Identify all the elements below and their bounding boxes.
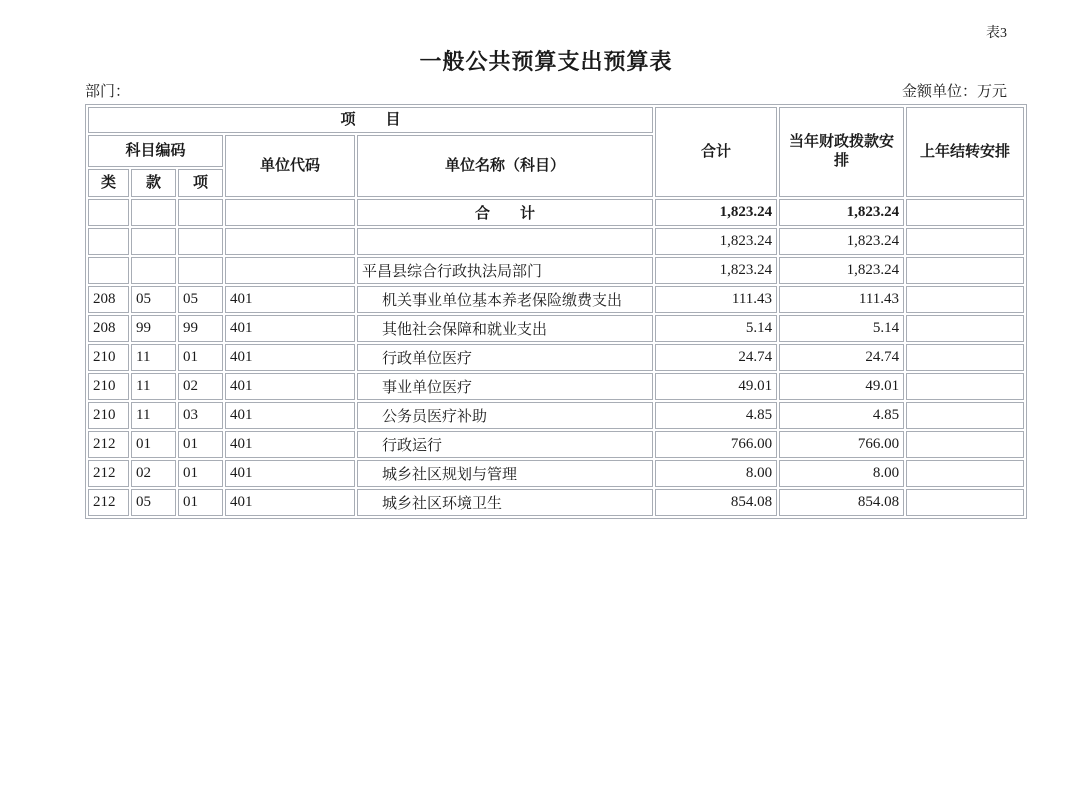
cell-unit-name: 城乡社区环境卫生 — [357, 489, 653, 516]
cell-current-year: 4.85 — [779, 402, 904, 429]
cell-class-code: 210 — [88, 402, 129, 429]
header-subject-code: 科目编码 — [88, 135, 223, 167]
cell-class-code — [88, 257, 129, 284]
cell-section-code: 99 — [131, 315, 176, 342]
cell-carryover — [906, 257, 1024, 284]
table-row — [88, 344, 1024, 371]
cell-class-code: 212 — [88, 460, 129, 487]
header-carryover: 上年结转安排 — [906, 107, 1024, 197]
cell-section-code: 11 — [131, 402, 176, 429]
cell-current-year: 111.43 — [779, 286, 904, 313]
cell-carryover — [906, 199, 1024, 226]
cell-item-code — [178, 257, 223, 284]
cell-class-code: 208 — [88, 315, 129, 342]
cell-current-year: 1,823.24 — [779, 228, 904, 255]
cell-total: 5.14 — [655, 315, 777, 342]
cell-unit-code: 401 — [225, 431, 355, 458]
cell-total: 24.74 — [655, 344, 777, 371]
table-row — [88, 402, 1024, 429]
cell-carryover — [906, 431, 1024, 458]
cell-carryover — [906, 373, 1024, 400]
cell-item-code: 05 — [178, 286, 223, 313]
table-row — [88, 228, 1024, 255]
cell-unit-name: 平昌县综合行政执法局部门 — [357, 257, 653, 284]
cell-current-year: 1,823.24 — [779, 199, 904, 226]
cell-unit-name: 城乡社区规划与管理 — [357, 460, 653, 487]
cell-class-code: 212 — [88, 489, 129, 516]
cell-carryover — [906, 228, 1024, 255]
header-unit-code: 单位代码 — [225, 135, 355, 197]
cell-item-code: 99 — [178, 315, 223, 342]
cell-current-year: 5.14 — [779, 315, 904, 342]
cell-total: 49.01 — [655, 373, 777, 400]
header-unit-name: 单位名称（科目） — [357, 135, 653, 197]
cell-section-code: 02 — [131, 460, 176, 487]
cell-item-code: 01 — [178, 344, 223, 371]
cell-current-year: 1,823.24 — [779, 257, 904, 284]
cell-current-year: 49.01 — [779, 373, 904, 400]
cell-item-code — [178, 199, 223, 226]
department-label: 部门： — [85, 84, 131, 101]
cell-unit-name: 其他社会保障和就业支出 — [357, 315, 653, 342]
cell-unit-name — [357, 228, 653, 255]
cell-class-code: 212 — [88, 431, 129, 458]
cell-item-code: 01 — [178, 489, 223, 516]
cell-item-code: 01 — [178, 431, 223, 458]
cell-total: 766.00 — [655, 431, 777, 458]
cell-current-year: 24.74 — [779, 344, 904, 371]
cell-unit-code: 401 — [225, 315, 355, 342]
cell-unit-name: 合 计 — [357, 199, 653, 226]
cell-unit-code: 401 — [225, 489, 355, 516]
cell-unit-code — [225, 257, 355, 284]
cell-unit-name: 机关事业单位基本养老保险缴费支出 — [357, 286, 653, 313]
cell-carryover — [906, 315, 1024, 342]
cell-class-code — [88, 228, 129, 255]
cell-unit-name: 行政单位医疗 — [357, 344, 653, 371]
cell-section-code: 01 — [131, 431, 176, 458]
cell-class-code: 210 — [88, 344, 129, 371]
cell-unit-name: 事业单位医疗 — [357, 373, 653, 400]
page-title: 一般公共预算支出预算表 — [419, 48, 673, 74]
cell-carryover — [906, 402, 1024, 429]
cell-section-code: 11 — [131, 373, 176, 400]
cell-unit-code: 401 — [225, 460, 355, 487]
table-row — [88, 373, 1024, 400]
cell-section-code: 05 — [131, 286, 176, 313]
table-row — [88, 257, 1024, 284]
cell-total: 854.08 — [655, 489, 777, 516]
cell-carryover — [906, 344, 1024, 371]
cell-item-code — [178, 228, 223, 255]
cell-carryover — [906, 489, 1024, 516]
table-row — [88, 199, 1024, 226]
cell-unit-code: 401 — [225, 373, 355, 400]
table-row — [88, 315, 1024, 342]
cell-unit-code — [225, 228, 355, 255]
cell-current-year: 8.00 — [779, 460, 904, 487]
cell-carryover — [906, 286, 1024, 313]
cell-total: 8.00 — [655, 460, 777, 487]
table-row — [88, 431, 1024, 458]
cell-unit-code: 401 — [225, 344, 355, 371]
amount-unit-label: 金额单位：万元 — [901, 84, 1007, 101]
cell-unit-code: 401 — [225, 402, 355, 429]
cell-class-code — [88, 199, 129, 226]
cell-unit-name: 公务员医疗补助 — [357, 402, 653, 429]
cell-section-code — [131, 199, 176, 226]
cell-section-code — [131, 228, 176, 255]
cell-total: 1,823.24 — [655, 199, 777, 226]
cell-class-code: 208 — [88, 286, 129, 313]
cell-section-code: 05 — [131, 489, 176, 516]
cell-total: 1,823.24 — [655, 257, 777, 284]
cell-total: 1,823.24 — [655, 228, 777, 255]
cell-class-code: 210 — [88, 373, 129, 400]
header-item-group: 项 目 — [88, 107, 653, 133]
cell-item-code: 02 — [178, 373, 223, 400]
table-row — [88, 286, 1024, 313]
cell-section-code — [131, 257, 176, 284]
cell-unit-name: 行政运行 — [357, 431, 653, 458]
cell-unit-code: 401 — [225, 286, 355, 313]
corner-table-number: 表3 — [986, 26, 1007, 41]
table-row — [88, 460, 1024, 487]
cell-current-year: 854.08 — [779, 489, 904, 516]
cell-unit-code — [225, 199, 355, 226]
meta-row — [85, 83, 1007, 101]
cell-current-year: 766.00 — [779, 431, 904, 458]
budget-table — [85, 104, 1027, 519]
table-body — [88, 199, 1024, 516]
header-class: 类 — [88, 169, 129, 197]
header-item: 项 — [178, 169, 223, 197]
table-row — [88, 489, 1024, 516]
header-section: 款 — [131, 169, 176, 197]
cell-item-code: 01 — [178, 460, 223, 487]
cell-total: 111.43 — [655, 286, 777, 313]
header-total: 合计 — [655, 107, 777, 197]
cell-item-code: 03 — [178, 402, 223, 429]
cell-total: 4.85 — [655, 402, 777, 429]
table-header — [88, 107, 1024, 197]
header-current-year-appropriation: 当年财政拨款安排 — [779, 107, 904, 197]
cell-section-code: 11 — [131, 344, 176, 371]
cell-carryover — [906, 460, 1024, 487]
